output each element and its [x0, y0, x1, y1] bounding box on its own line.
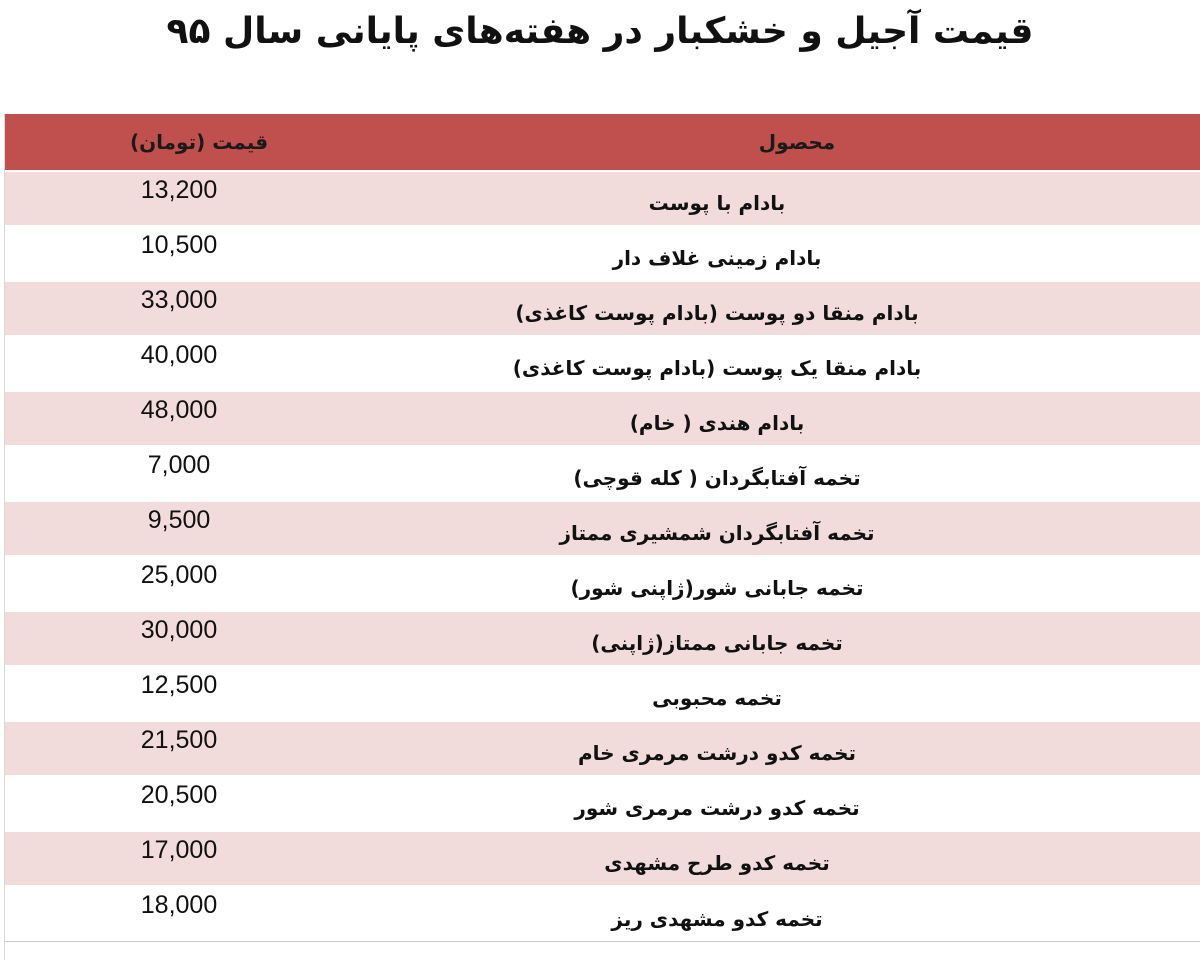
table-row [4, 226, 1200, 281]
price-value: 20,500 [140, 781, 218, 809]
table-row [4, 336, 1200, 391]
page-title: قیمت آجیل و خشکبار در هفته‌های پایانی سال ۹۵ [166, 11, 1034, 52]
table-row [4, 501, 1200, 556]
price-value: 12,500 [140, 671, 218, 699]
product-cell: تخمه آفتابگردان ( کله قوچی) [573, 466, 861, 490]
column-header-product: محصول [758, 130, 836, 154]
price-value: 21,500 [140, 726, 218, 754]
price-cell [4, 666, 394, 721]
product-cell: تخمه جابانی ممتاز(ژاپنی) [591, 631, 843, 655]
price-table [4, 114, 1200, 942]
product-cell: تخمه کدو درشت مرمری خام [577, 741, 857, 765]
table-row [4, 281, 1200, 336]
product-cell: بادام منقا دو پوست (بادام پوست کاغذی) [515, 301, 919, 325]
table-row [4, 556, 1200, 611]
price-cell [4, 446, 394, 501]
price-cell [4, 886, 394, 941]
table-row [4, 666, 1200, 721]
price-cell [4, 336, 394, 391]
price-cell [4, 281, 394, 336]
price-value: 48,000 [140, 396, 218, 424]
price-value: 10,500 [140, 231, 218, 259]
table-row [4, 831, 1200, 886]
product-cell: تخمه جابانی شور(ژاپنی شور) [570, 576, 864, 600]
table-row [4, 886, 1200, 941]
product-cell: بادام با پوست [648, 191, 786, 215]
product-cell: تخمه کدو مشهدی ریز [611, 906, 823, 931]
price-cell [4, 831, 394, 886]
price-value: 13,200 [140, 176, 218, 204]
table-row [4, 611, 1200, 666]
table-left-border [4, 114, 5, 960]
price-cell [4, 611, 394, 666]
table-row [4, 171, 1200, 226]
price-cell [4, 721, 394, 776]
product-cell: بادام منقا یک پوست (بادام پوست کاغذی) [512, 356, 922, 380]
price-value: 25,000 [140, 561, 218, 589]
product-cell: تخمه محبوبی [652, 686, 782, 710]
price-value: 30,000 [140, 616, 218, 644]
table-row [4, 391, 1200, 446]
product-cell: بادام زمینی غلاف دار [612, 246, 822, 270]
price-value: 9,500 [147, 506, 211, 534]
table-header-row [4, 114, 1200, 171]
price-value: 18,000 [140, 891, 218, 919]
price-value: 7,000 [147, 451, 211, 479]
price-cell [4, 556, 394, 611]
price-cell [4, 391, 394, 446]
product-cell: تخمه آفتابگردان شمشیری ممتاز [559, 521, 875, 545]
price-cell [4, 776, 394, 831]
price-value: 40,000 [140, 341, 218, 369]
price-cell [4, 501, 394, 556]
table-row [4, 446, 1200, 501]
price-value: 33,000 [140, 286, 218, 314]
product-cell: تخمه کدو طرح مشهدی [604, 851, 830, 875]
table-row [4, 721, 1200, 776]
price-cell [4, 171, 394, 226]
product-cell: تخمه کدو درشت مرمری شور [574, 796, 860, 820]
table-row [4, 776, 1200, 831]
price-cell [4, 226, 394, 281]
price-value: 17,000 [140, 836, 218, 864]
column-header-price: قیمت (تومان) [129, 130, 269, 154]
product-cell: بادام هندی ( خام) [629, 411, 805, 435]
